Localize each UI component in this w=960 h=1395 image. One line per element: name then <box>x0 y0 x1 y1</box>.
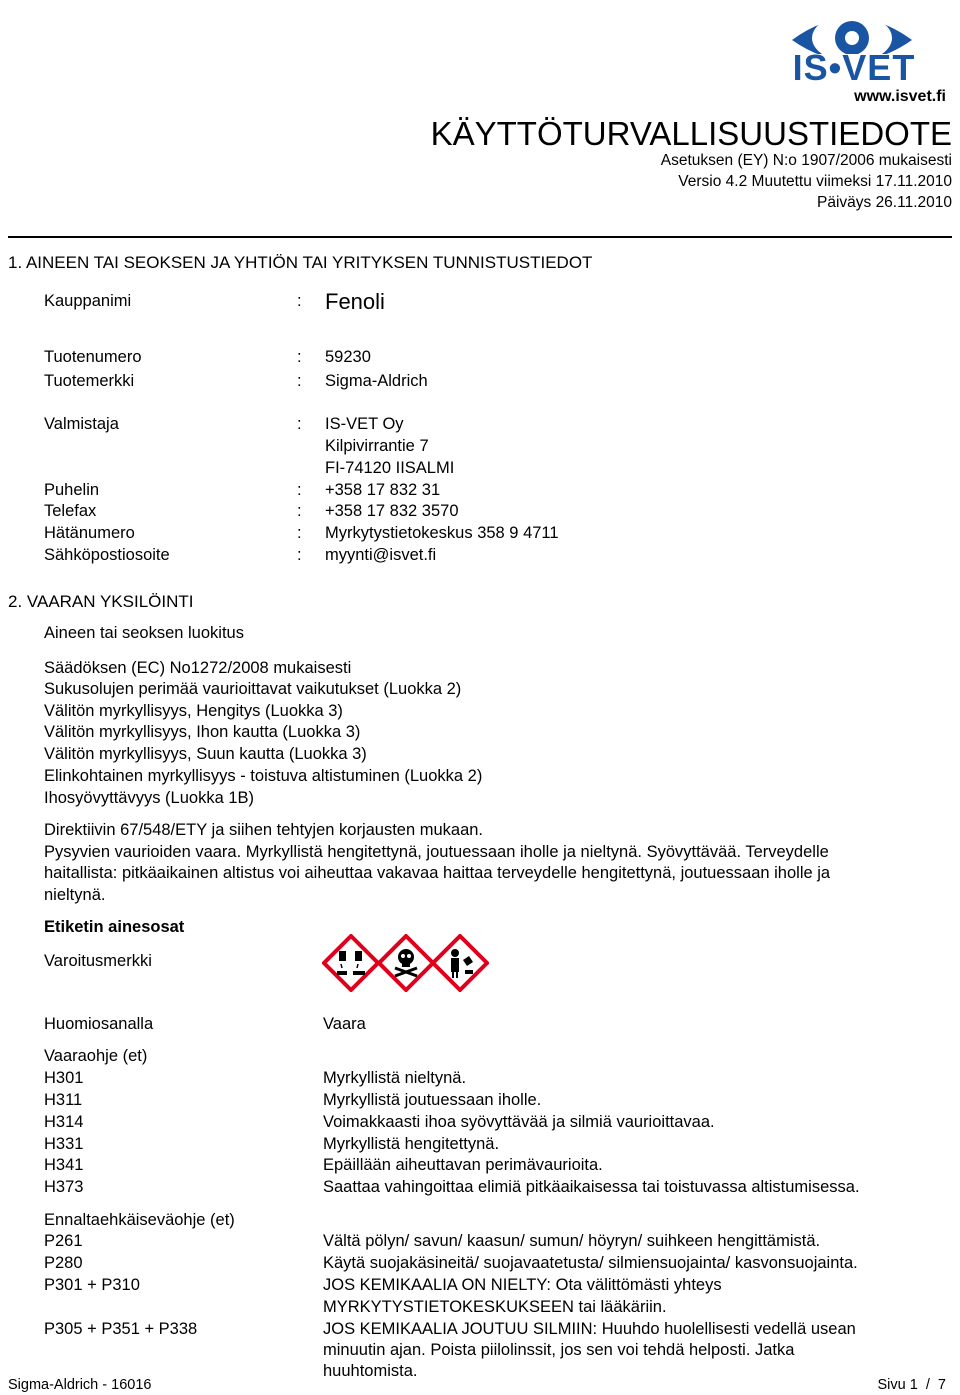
trade-name-value: Fenoli <box>325 289 385 314</box>
hazard-text: Epäillään aiheuttavan perimävaurioita. <box>323 1156 603 1174</box>
precaution-code: P280 <box>44 1254 83 1272</box>
classification-item: Välitön myrkyllisyys, Hengitys (Luokka 3) <box>44 702 343 720</box>
classification-item: Elinkohtainen myrkyllisyys - toistuva altistuminen (Luokka 2) <box>44 767 483 785</box>
classification-item: Sukusolujen perimää vaurioittavat vaikutukset (Luokka 2) <box>44 680 462 698</box>
hazard-text: Voimakkaasti ihoa syövyttävää ja silmiä vaurioittavaa. <box>323 1113 715 1131</box>
precaution-text: MYRKYTYSTIETOKESKUKSEEN tai lääkäriin. <box>323 1298 667 1316</box>
brand-value: Sigma-Aldrich <box>325 372 428 390</box>
classification-item: Ihosyövyttävyys (Luokka 1B) <box>44 789 255 807</box>
version-line: Versio 4.2 Muutettu viimeksi 17.11.2010 <box>678 173 952 190</box>
footer-page-number: Sivu 1 / 7 <box>877 1377 946 1393</box>
isvet-logo <box>752 4 952 108</box>
brand-colon: : <box>297 372 302 390</box>
manufacturer-colon: : <box>297 415 302 433</box>
label-elements-heading: Etiketin ainesosat <box>44 918 185 936</box>
precaution-text: JOS KEMIKAALIA ON NIELTY: Ota välittömästi yhteys <box>323 1276 722 1294</box>
classification-item: Välitön myrkyllisyys, Suun kautta (Luokka 3) <box>44 745 367 763</box>
document-title: KÄYTTÖTURVALLISUUSTIEDOTE <box>430 115 952 152</box>
regulation-text: Säädöksen (EC) No1272/2008 mukaisesti <box>44 659 352 677</box>
classification-heading: Aineen tai seoksen luokitus <box>44 624 244 642</box>
directive-text: Pysyvien vaurioiden vaara. Myrkyllistä hengitettynä, joutuessaan iholle ja nieltynä. Syövyttävää. Terveydelle <box>44 843 829 861</box>
phone-value: +358 17 832 31 <box>325 481 441 499</box>
phone-label: Puhelin <box>44 481 100 499</box>
date-line: Päiväys 26.11.2010 <box>816 194 952 211</box>
hazard-text: Saattaa vahingoittaa elimiä pitkäaikaisessa tai toistuvassa altistumisessa. <box>323 1178 860 1196</box>
section2-heading: 2. VAARAN YKSILÖINTI <box>8 592 194 611</box>
directive-text: haitallista: pitkäaikainen altistus voi aiheuttaa vakavaa haittaa terveydelle hengitettynä, joutuessaan iholle ja <box>44 864 831 882</box>
directive-text: nieltynä. <box>44 886 106 904</box>
brand-label: Tuotemerkki <box>44 372 135 390</box>
hazard-code: H314 <box>44 1113 84 1131</box>
section-divider <box>8 236 952 238</box>
precautionary-statements-heading: Ennaltaehkäiseväohje (et) <box>44 1211 235 1229</box>
emergency-colon: : <box>297 524 302 542</box>
manufacturer-label: Valmistaja <box>44 415 119 433</box>
email-label: Sähköpostiosoite <box>44 546 170 564</box>
manufacturer-line: FI-74120 IISALMI <box>325 459 455 477</box>
pictograms-label: Varoitusmerkki <box>44 952 152 970</box>
precaution-code: P305 + P351 + P338 <box>44 1320 198 1338</box>
trade-name-colon: : <box>297 292 302 310</box>
hazard-code: H311 <box>44 1091 83 1109</box>
trade-name-label: Kauppanimi <box>44 292 132 310</box>
hazard-text: Myrkyllistä nieltynä. <box>323 1069 467 1087</box>
precaution-code: P301 + P310 <box>44 1276 140 1294</box>
hazard-code: H341 <box>44 1156 84 1174</box>
section1-heading: 1. AINEEN TAI SEOKSEN JA YHTIÖN TAI YRITYKSEN TUNNISTUSTIEDOT <box>8 253 593 272</box>
fax-colon: : <box>297 502 302 520</box>
hazard-code: H331 <box>44 1135 84 1153</box>
health-hazard-pictogram-icon <box>431 934 489 992</box>
hazard-text: Myrkyllistä hengitettynä. <box>323 1135 500 1153</box>
email-colon: : <box>297 546 302 564</box>
fax-label: Telefax <box>44 502 97 520</box>
emergency-label: Hätänumero <box>44 524 135 542</box>
precaution-text: huuhtomista. <box>323 1362 418 1380</box>
precaution-code: P261 <box>44 1232 83 1250</box>
product-number-colon: : <box>297 348 302 366</box>
precaution-text: Käytä suojakäsineitä/ suojavaatetusta/ silmiensuojainta/ kasvonsuojainta. <box>323 1254 858 1272</box>
logo-wordmark: IS•VET <box>792 47 916 88</box>
logo-url: www.isvet.fi <box>854 88 946 105</box>
classification-item: Välitön myrkyllisyys, Ihon kautta (Luokka 3) <box>44 723 361 741</box>
hazard-code: H301 <box>44 1069 84 1087</box>
regulation-line: Asetuksen (EY) N:o 1907/2006 mukaisesti <box>660 152 952 169</box>
skull-crossbones-pictogram-icon <box>377 934 435 992</box>
hazard-statements-heading: Vaaraohje (et) <box>44 1047 148 1065</box>
emergency-value: Myrkytystietokeskus 358 9 4711 <box>325 524 559 542</box>
precaution-text: Vältä pölyn/ savun/ kaasun/ sumun/ höyryn/ suihkeen hengittämistä. <box>323 1232 821 1250</box>
precaution-text: minuutin ajan. Poista piilolinssit, jos sen voi tehdä helposti. Jatka <box>323 1341 795 1359</box>
signal-word-value: Vaara <box>323 1015 366 1033</box>
hazard-text: Myrkyllistä joutuessaan iholle. <box>323 1091 542 1109</box>
manufacturer-line: IS-VET Oy <box>325 415 404 433</box>
corrosion-pictogram-icon <box>322 934 380 992</box>
hazard-code: H373 <box>44 1178 84 1196</box>
email-value: myynti@isvet.fi <box>325 546 437 564</box>
precaution-text: JOS KEMIKAALIA JOUTUU SILMIIN: Huuhdo huolellisesti vedellä usean <box>323 1320 856 1338</box>
phone-colon: : <box>297 481 302 499</box>
product-number-label: Tuotenumero <box>44 348 142 366</box>
fax-value: +358 17 832 3570 <box>325 502 459 520</box>
directive-line: Direktiivin 67/548/ETY ja siihen tehtyjen korjausten mukaan. <box>44 821 484 839</box>
signal-word-label: Huomiosanalla <box>44 1015 154 1033</box>
manufacturer-line: Kilpivirrantie 7 <box>325 437 429 455</box>
footer-document-id: Sigma-Aldrich - 16016 <box>8 1377 152 1393</box>
product-number-value: 59230 <box>325 348 371 366</box>
